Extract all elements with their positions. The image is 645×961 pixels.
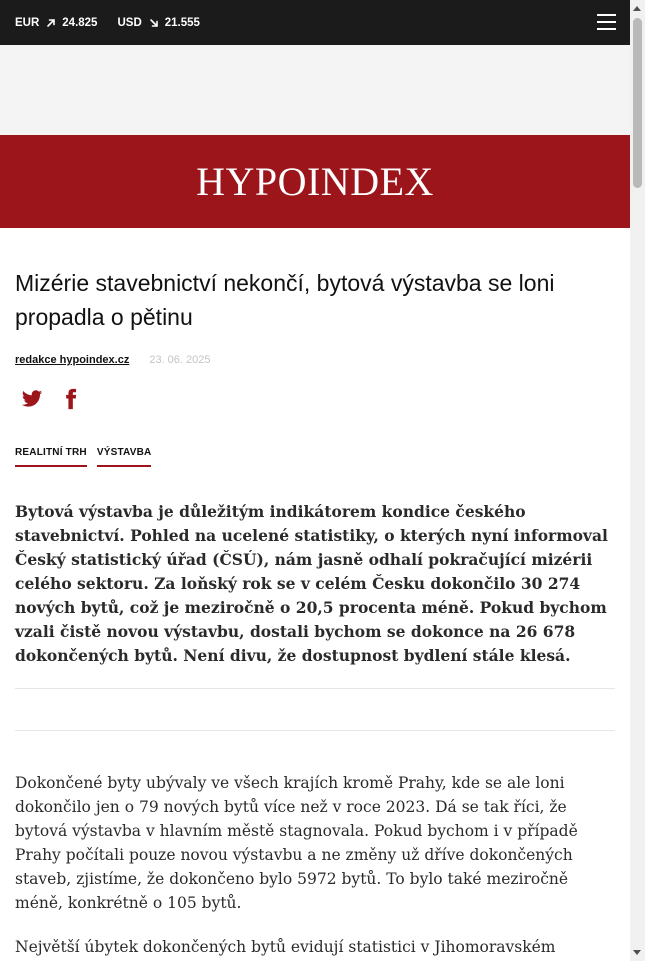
article-meta (15, 354, 211, 366)
scroll-down-arrow-icon[interactable] (633, 950, 641, 955)
scrollbar-thumb[interactable] (633, 18, 642, 188)
divider (15, 730, 615, 731)
ad-space (0, 45, 630, 135)
scroll-up-arrow-icon[interactable] (633, 6, 641, 11)
hamburger-menu-icon[interactable] (597, 14, 616, 30)
publish-date: 23. 06. 2025 (149, 354, 211, 366)
arrow-down-right-icon (148, 17, 160, 29)
divider (15, 688, 615, 689)
rate-value: 21.555 (164, 16, 200, 29)
rate-usd (117, 17, 199, 29)
tag-list (15, 447, 151, 467)
tag-vystavba[interactable]: VÝSTAVBA (97, 447, 152, 467)
arrow-up-right-icon (45, 17, 57, 29)
tag-realitni-trh[interactable]: REALITNÍ TRH (15, 447, 87, 467)
article-perex: Bytová výstavba je důležitým indikátorem kondice českého stavebnictví. Pohled na ucelené statistiky, o kterých nyní informoval Český statistický úřad (ČSÚ), nám jasně odhalí pokračující mizérii celého sektoru. Za loňský rok se v celém Česku dokončilo 30 274 nových bytů, což je meziročně o 20,5 procenta méně. Pokud bychom vzali čistě novou výstavbu, dostali bychom se dokonce na 26 678 dokončených bytů. Není divu, že dostupnost bydlení stále klesá. (15, 502, 608, 665)
brand-banner (0, 135, 630, 228)
rate-currency: EUR (15, 16, 40, 29)
article-title: Mizérie stavebnictví nekončí, bytová výstavba se loni propadla o pětinu (15, 270, 555, 330)
top-bar (0, 0, 630, 45)
article-paragraph: Největší úbytek dokončených bytů evidují statistici v Jihomoravském (15, 938, 556, 956)
hypoindex-logo[interactable]: HYPOINDEX (196, 158, 434, 204)
rate-currency: USD (117, 16, 142, 29)
twitter-icon[interactable] (20, 388, 44, 410)
rate-value: 24.825 (62, 16, 98, 29)
facebook-icon[interactable] (59, 388, 83, 410)
scrollbar[interactable] (630, 0, 645, 961)
author-link[interactable]: redakce hypoindex.cz (15, 354, 130, 366)
rate-eur (15, 17, 97, 29)
article-paragraph: Dokončené byty ubývaly ve všech krajích kromě Prahy, kde se ale loni dokončilo jen o 79 nových bytů více než v roce 2023. Dá se tak říci, že bytová výstavba v hlavním městě stagnovala. Pokud bychom i v případě Prahy počítali pouze novou výstavbu a ne změny už dříve dokončených staveb, zjistíme, že dokončeno bylo 5972 bytů. To bylo také meziročně méně, konkrétně o 105 bytů. (15, 774, 578, 912)
share-buttons (20, 388, 83, 410)
